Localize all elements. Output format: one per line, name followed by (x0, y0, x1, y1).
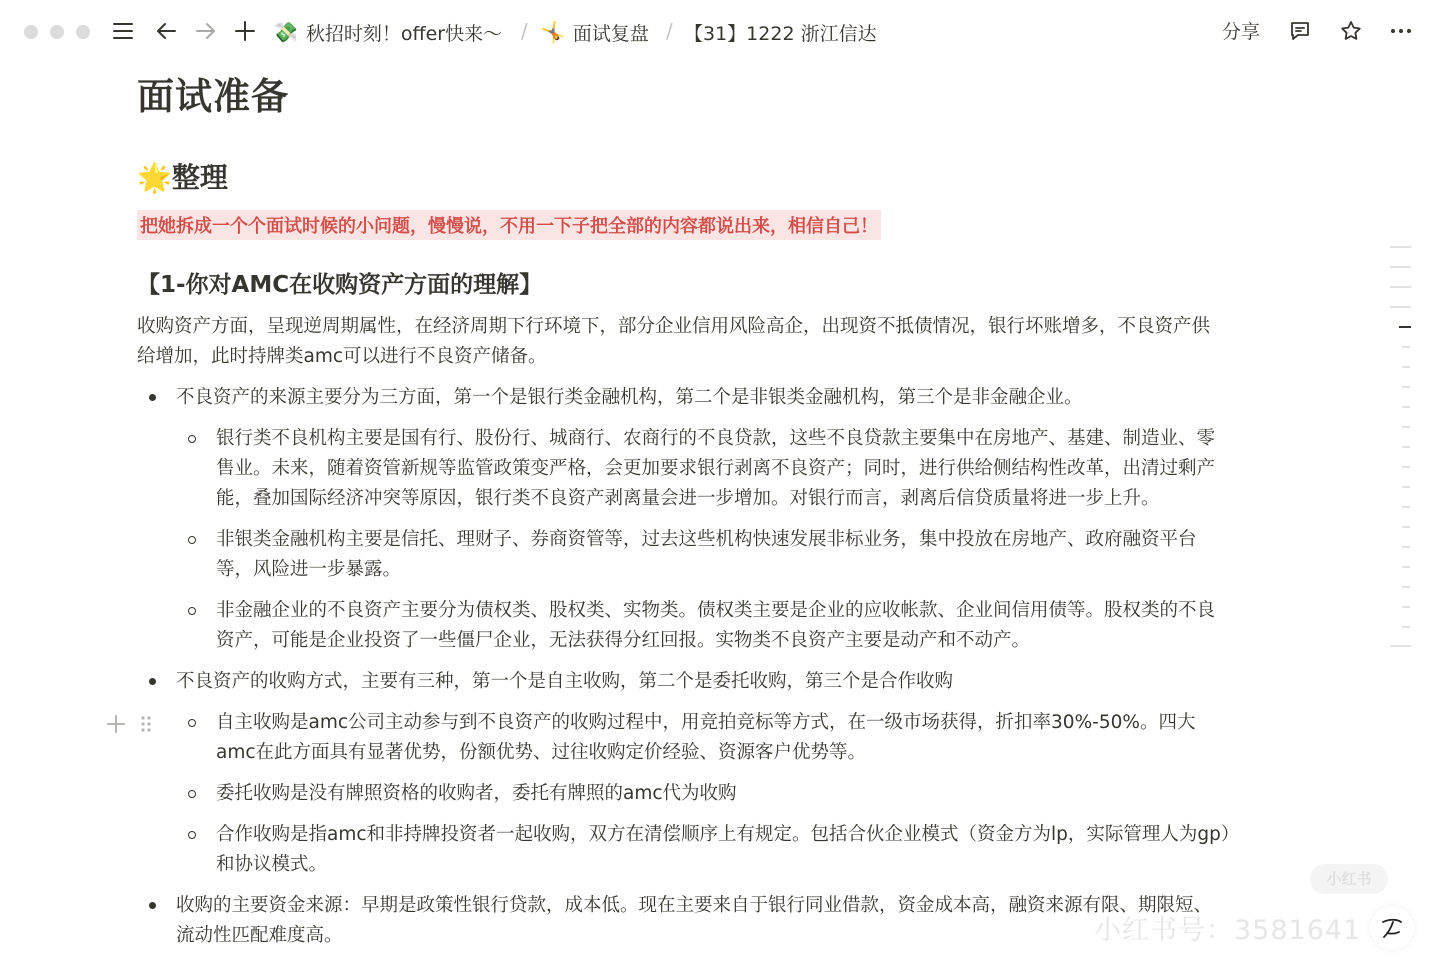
text-line: 给增加，此时持牌类amc可以进行不良资产储备。 (137, 346, 547, 367)
outline-mark (1402, 406, 1410, 408)
window-zoom-button[interactable] (76, 25, 90, 39)
window-close-button[interactable] (24, 25, 38, 39)
outline-mark (1402, 626, 1410, 628)
text-line: 不良资产的收购方式，主要有三种，第一个是自主收购，第二个是委托收购，第三个是合作收购 (176, 671, 954, 692)
outline-mark-active (1399, 326, 1411, 328)
text-line: 收购资产方面，呈现逆周期属性，在经济周期下行环境下，部分企业信用风险高企，出现资不抵债情况，银行坏账增多，不良资产供 (137, 316, 1211, 337)
window-minimize-button[interactable] (50, 25, 64, 39)
text-line: amc在此方面具有显著优势，份额优势、过往收购定价经验、资源客户优势等。 (216, 742, 867, 763)
bullet-dot (149, 902, 156, 909)
outline-mark (1402, 526, 1410, 528)
sub-list-item[interactable] (216, 779, 737, 809)
arrow-right-icon[interactable] (191, 16, 221, 46)
watermark-badge: 小红书 (1310, 864, 1388, 894)
breadcrumb-item-2[interactable] (540, 18, 649, 46)
outline-mark (1402, 606, 1410, 608)
sub-list-item[interactable] (216, 708, 1195, 768)
highlight-note[interactable]: 把她拆成一个个面试时候的小问题，慢慢说，不用一下子把全部的内容都说出来，相信自己！ (137, 210, 881, 240)
text-line: 不良资产的来源主要分为三方面，第一个是银行类金融机构，第二个是非银类金融机构，第三个是非金融企业。 (176, 387, 1083, 408)
outline-mark (1402, 386, 1410, 388)
sub-list-item[interactable] (216, 525, 1197, 585)
list-item[interactable] (176, 667, 953, 697)
star-emoji-icon: 🌟 (137, 161, 172, 194)
text-line: 和协议模式。 (216, 854, 328, 875)
bullet-dot (149, 678, 156, 685)
breadcrumb-label: 【31】1222 浙江信达 (684, 22, 877, 45)
text-line: 资产，可能是企业投资了一些僵尸企业，无法获得分红回报。实物类不良资产主要是动产和不动产。 (216, 630, 1031, 651)
outline-mark (1402, 426, 1410, 428)
breadcrumb-label: 秋招时刻！offer快来～ (305, 22, 503, 45)
text-line: 非银类金融机构主要是信托、理财子、券商资管等，过去这些机构快速发展非标业务，集中投放在房地产、政府融资平台 (216, 529, 1197, 550)
outline-mark (1390, 246, 1411, 248)
page-title[interactable]: 面试准备 (137, 75, 289, 118)
sub-bullet-circle (188, 536, 196, 544)
outline-mark (1390, 266, 1411, 268)
text-line: 银行类不良机构主要是国有行、股份行、城商行、农商行的不良贷款，这些不良贷款主要集中在房地产、基建、制造业、零 (216, 428, 1216, 449)
breadcrumb-item-1[interactable] (273, 18, 502, 46)
money-emoji-icon: 💸 (273, 20, 298, 44)
breadcrumb-item-3[interactable] (684, 18, 877, 46)
outline-mark (1402, 566, 1410, 568)
text-line: 能，叠加国际经济冲突等原因，银行类不良资产剥离量会进一步增加。对银行而言，剥离后信贷质量将进一步上升。 (216, 488, 1160, 509)
plus-icon[interactable] (230, 16, 260, 46)
list-item[interactable] (176, 383, 1083, 413)
sub-bullet-circle (188, 831, 196, 839)
menu-icon[interactable] (108, 16, 138, 46)
outline-mark (1390, 306, 1411, 308)
arrow-left-icon[interactable] (151, 16, 181, 46)
section-heading[interactable] (137, 156, 228, 196)
outline-mark (1402, 466, 1410, 468)
block-add-button[interactable] (105, 710, 127, 738)
star-icon[interactable] (1336, 16, 1366, 46)
list-item[interactable] (176, 891, 1212, 951)
outline-mark (1402, 586, 1410, 588)
sub-list-item[interactable] (216, 820, 1239, 880)
sub-bullet-circle (188, 607, 196, 615)
text-line: 等，风险进一步暴露。 (216, 559, 402, 580)
outline-mark (1402, 366, 1410, 368)
breadcrumb-label: 面试复盘 (572, 22, 649, 45)
text-line: 非金融企业的不良资产主要分为债权类、股权类、实物类。债权类主要是企业的应收帐款、企业间信用债等。股权类的不良 (216, 600, 1216, 621)
plus-icon (106, 714, 126, 734)
breadcrumb-separator: / (521, 19, 528, 43)
signature-icon (1370, 906, 1414, 950)
subheading[interactable]: 【1-你对AMC在收购资产方面的理解】 (137, 272, 543, 298)
sub-bullet-circle (188, 790, 196, 798)
text-line: 自主收购是amc公司主动参与到不良资产的收购过程中，用竞拍竞标等方式，在一级市场获得，折扣率30%-50%。四大 (216, 712, 1196, 733)
text-line: 流动性匹配难度高。 (176, 925, 343, 946)
text-line: 合作收购是指amc和非持牌投资者一起收购，双方在清偿顺序上有规定。包括合伙企业模式（资金方为lp，实际管理人为gp） (216, 824, 1240, 845)
comment-icon[interactable] (1285, 16, 1315, 46)
share-button[interactable]: 分享 (1222, 21, 1261, 43)
outline-mark (1402, 346, 1410, 348)
outline-mark (1390, 286, 1411, 288)
outline-mark (1402, 486, 1410, 488)
text-line: 委托收购是没有牌照资格的收购者，委托有牌照的amc代为收购 (216, 783, 737, 804)
section-heading-text: 整理 (171, 161, 228, 194)
sub-list-item[interactable] (216, 596, 1215, 656)
outline-mark (1390, 645, 1411, 647)
text-line: 收购的主要资金来源：早期是政策性银行贷款，成本低。现在主要来自于银行同业借款，资金成本高，融资来源有限、期限短、 (176, 895, 1213, 916)
breadcrumb-separator: / (666, 19, 673, 43)
bullet-dot (149, 394, 156, 401)
drag-handle-icon[interactable] (137, 710, 155, 738)
sub-list-item[interactable] (216, 424, 1215, 514)
sub-bullet-circle (188, 435, 196, 443)
outline-mark (1402, 446, 1410, 448)
cartwheel-emoji-icon: 🤸 (540, 20, 565, 44)
outline-mark (1402, 506, 1410, 508)
sub-bullet-circle (188, 719, 196, 727)
top-bar (0, 0, 1440, 62)
outline-mark (1402, 546, 1410, 548)
intro-paragraph[interactable] (137, 312, 1210, 372)
more-icon[interactable] (1386, 16, 1416, 46)
watermark-text: 小红书号：3581641 (1094, 915, 1362, 946)
text-line: 售业。未来，随着资管新规等监管政策变严格，会更加要求银行剥离不良资产；同时，进行供给侧结构性改革，出清过剩产 (216, 458, 1216, 479)
